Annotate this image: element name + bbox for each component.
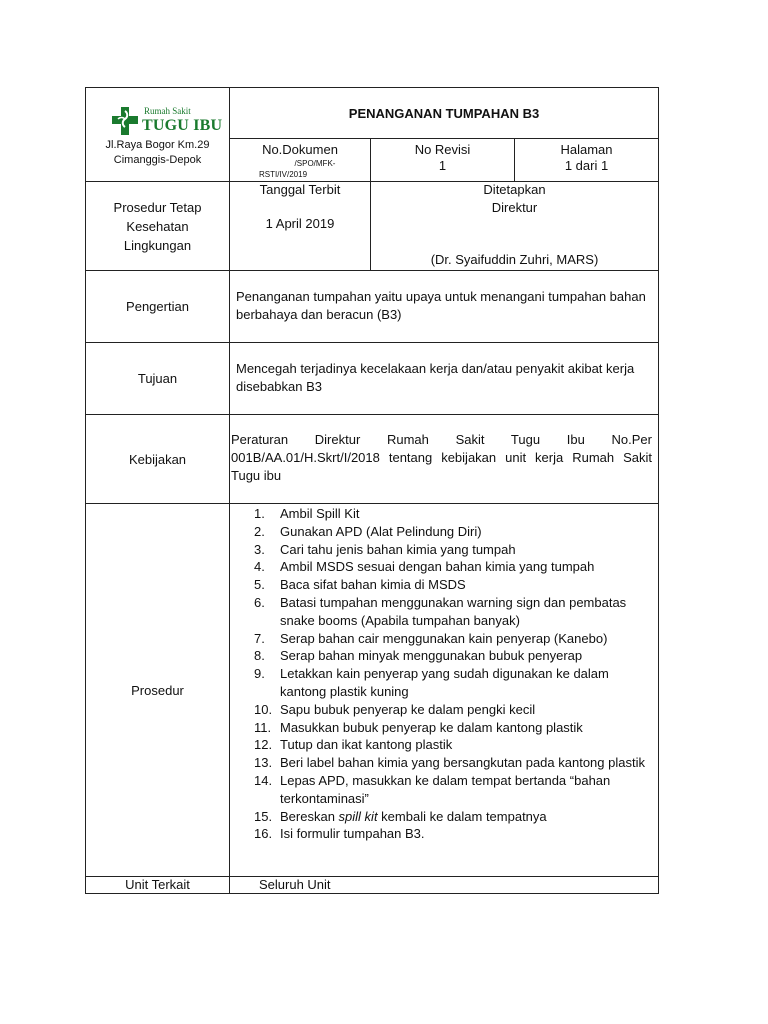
step-number: 16.: [254, 826, 273, 842]
step-number: 5.: [254, 577, 265, 593]
kebijakan-label: Kebijakan: [86, 415, 230, 504]
step-number: 3.: [254, 541, 265, 557]
step-text: Serap bahan minyak menggunakan bubuk penyerap: [280, 648, 583, 664]
prosedur-steps-cell: [230, 504, 659, 877]
step-text: Letakkan kain penyerap yang sudah digunakan ke dalam kantong plastik kuning: [280, 666, 609, 699]
page-value: 1 dari 1: [564, 158, 609, 173]
document-title: PENANGANAN TUMPAHAN B3: [230, 88, 659, 139]
revision-value: 1: [438, 158, 447, 173]
prosedur-step: [230, 630, 658, 648]
prosedur-label: Prosedur: [86, 504, 230, 877]
prosedur-step: [230, 576, 658, 594]
step-number: 6.: [254, 594, 265, 610]
hospital-address: [86, 138, 229, 168]
prosedur-step: [230, 558, 658, 576]
prosedur-step: [230, 541, 658, 559]
doc-number-label: No.Dokumen: [262, 142, 338, 157]
doc-number-value-2: RSTI/IV/2019: [259, 170, 308, 179]
prosedur-step: [230, 754, 658, 772]
procedure-type-line-2: Kesehatan: [126, 218, 189, 234]
issue-date-cell: [230, 182, 371, 271]
logo-big-text: TUGU IBU: [142, 117, 223, 134]
sop-document-table: [85, 87, 659, 894]
issue-date-label: Tanggal Terbit: [259, 182, 341, 197]
revision-label: No Revisi: [414, 142, 471, 157]
approved-label: Ditetapkan: [483, 182, 546, 197]
step-number: 15.: [254, 808, 273, 824]
issue-date-value: 1 April 2019: [265, 216, 335, 231]
tujuan-text: Mencegah terjadinya kecelakaan kerja dan/atau penyakit akibat kerja disebabkan B3: [230, 343, 659, 415]
pengertian-label: Pengertian: [86, 271, 230, 343]
step-text: Bereskan spill kit kembali ke dalam tempatnya: [280, 808, 547, 824]
step-text: Gunakan APD (Alat Pelindung Diri): [280, 523, 482, 539]
prosedur-step: [230, 665, 658, 701]
step-number: 13.: [254, 755, 273, 771]
step-text: Batasi tumpahan menggunakan warning sign dan pembatas snake booms (Apabila tumpahan banyak): [280, 594, 627, 628]
step-text: Ambil Spill Kit: [280, 506, 360, 521]
approved-name: (Dr. Syaifuddin Zuhri, MARS): [430, 252, 599, 267]
procedure-type-line-3: Lingkungan: [123, 237, 192, 253]
tujuan-label: Tujuan: [86, 343, 230, 415]
prosedur-step: [230, 719, 658, 737]
approved-role: Direktur: [491, 200, 538, 215]
step-text: Sapu bubuk penyerap ke dalam pengki kecil: [280, 701, 536, 717]
step-number: 9.: [254, 666, 265, 682]
step-number: 10.: [254, 701, 273, 717]
step-text: Serap bahan cair menggunakan kain penyerap (Kanebo): [280, 630, 608, 646]
page-cell: [515, 139, 659, 182]
prosedur-step: [230, 594, 658, 630]
procedure-type-line-1: Prosedur Tetap: [113, 199, 202, 215]
step-text: Masukkan bubuk penyerap ke dalam kantong plastik: [280, 719, 583, 735]
address-line-2: Cimanggis-Depok: [113, 154, 202, 166]
prosedur-step: [230, 505, 658, 523]
logo-small-text: Rumah Sakit: [144, 106, 191, 116]
unit-terkait-label: Unit Terkait: [86, 877, 230, 894]
step-text: Lepas APD, masukkan ke dalam tempat bertanda “bahan terkontaminasi”: [280, 772, 611, 806]
prosedur-step: [230, 523, 658, 541]
step-number: 12.: [254, 737, 273, 753]
address-line-1: Jl.Raya Bogor Km.29: [105, 139, 210, 151]
prosedur-step: [230, 701, 658, 719]
prosedur-steps-list: [230, 505, 658, 843]
step-number: 8.: [254, 648, 265, 664]
step-number: 4.: [254, 559, 265, 575]
approval-cell: [371, 182, 659, 271]
hospital-cross-icon: [110, 105, 140, 137]
pengertian-text: Penanganan tumpahan yaitu upaya untuk menangani tumpahan bahan berbahaya dan beracun (B3): [230, 271, 659, 343]
procedure-type-cell: [86, 182, 230, 271]
doc-number-cell: [230, 139, 371, 182]
page-label: Halaman: [560, 142, 613, 157]
unit-terkait-value: Seluruh Unit: [230, 877, 659, 894]
prosedur-step: [230, 647, 658, 665]
doc-number-value-1: /SPO/MFK-: [294, 159, 336, 168]
prosedur-step: [230, 772, 658, 808]
step-text: Ambil MSDS sesuai dengan bahan kimia yang tumpah: [280, 559, 595, 575]
hospital-logo: [110, 105, 230, 141]
step-text: Baca sifat bahan kimia di MSDS: [280, 577, 466, 593]
hospital-identity-cell: [86, 88, 230, 182]
revision-cell: [371, 139, 515, 182]
kebijakan-text: Peraturan Direktur Rumah Sakit Tugu Ibu No.Per 001B/AA.01/H.Skrt/I/2018 tentang kebijakan unit kerja Rumah Sakit Tugu ibu: [230, 415, 659, 504]
step-text: Tutup dan ikat kantong plastik: [280, 737, 453, 753]
prosedur-step: [230, 736, 658, 754]
prosedur-step: [230, 825, 658, 843]
prosedur-step: [230, 808, 658, 826]
step-number: 14.: [254, 772, 273, 788]
step-number: 11.: [254, 719, 272, 735]
step-text: Beri label bahan kimia yang bersangkutan pada kantong plastik: [280, 755, 645, 771]
step-number: 7.: [254, 630, 265, 646]
step-number: 2.: [254, 523, 265, 539]
step-text: Cari tahu jenis bahan kimia yang tumpah: [280, 541, 516, 557]
step-number: 1.: [254, 506, 265, 521]
step-text: Isi formulir tumpahan B3.: [280, 826, 425, 842]
